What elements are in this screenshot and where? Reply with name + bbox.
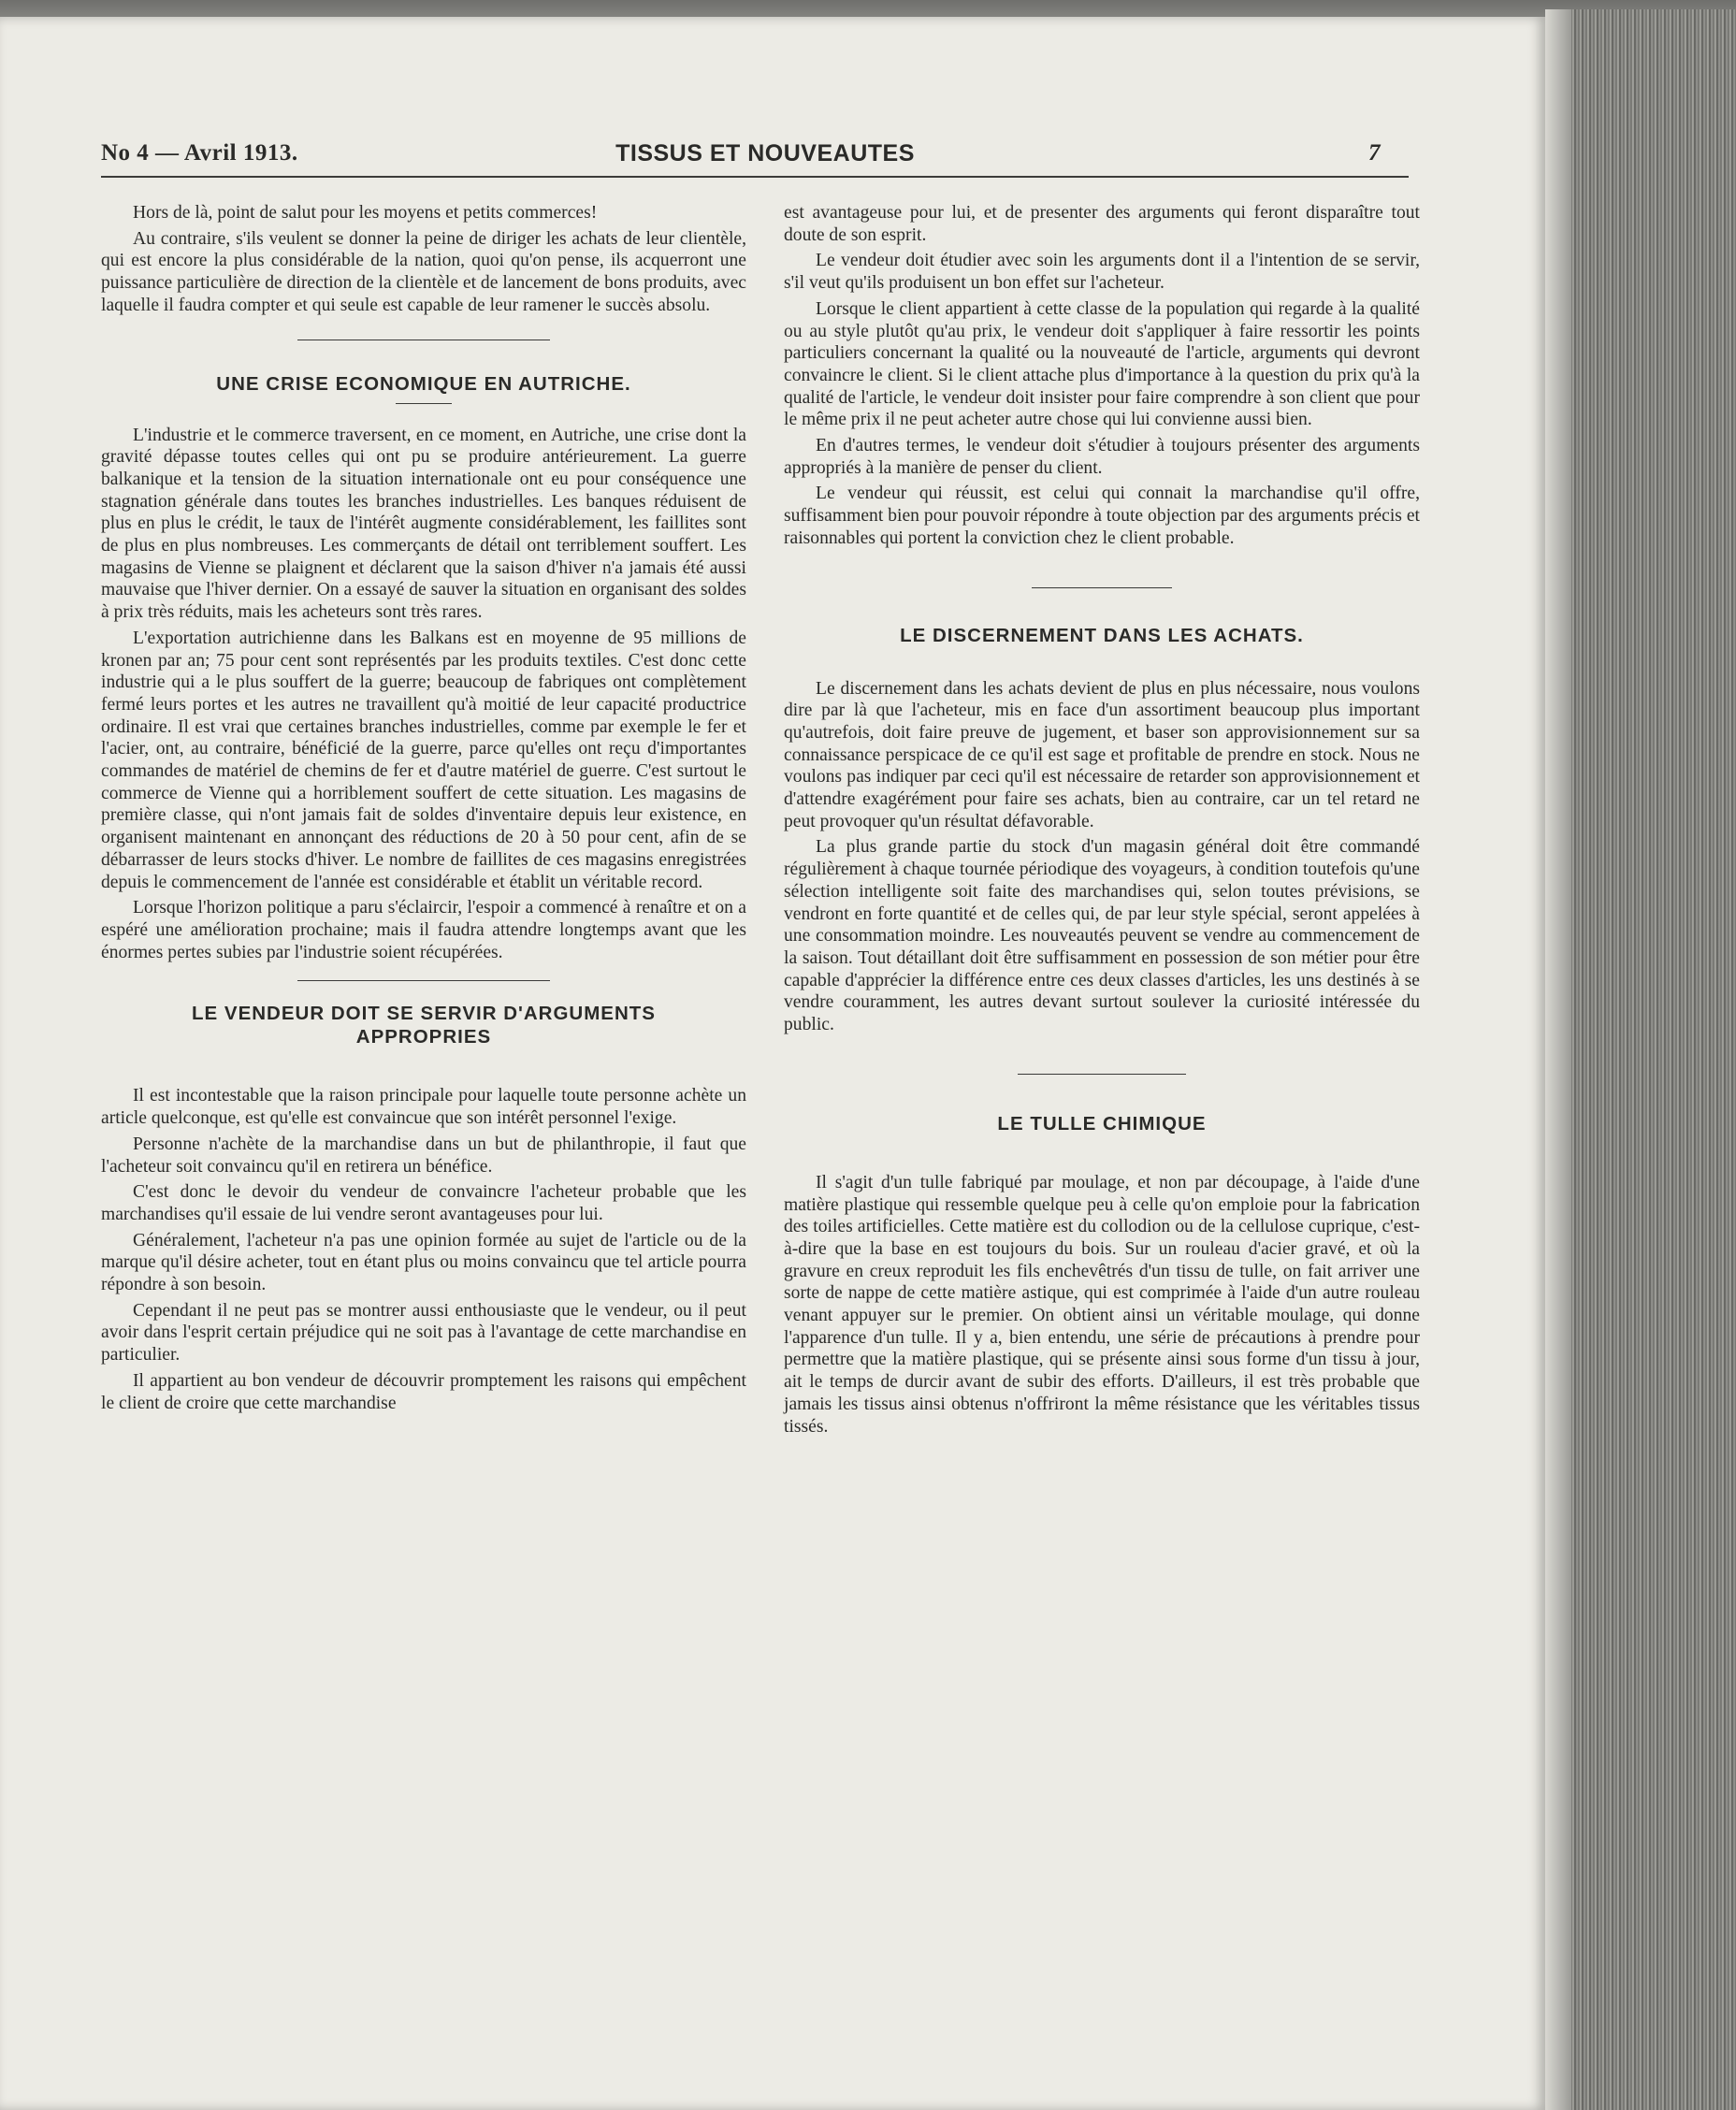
section-divider — [1018, 1074, 1186, 1075]
page-header — [101, 140, 1409, 178]
book-page-edges — [1545, 9, 1736, 2110]
article-paragraph: Il est incontestable que la raison principale pour laquelle toute personne achète un article quelconque, est qu'elle est convaincue que son intérêt personnel l'exige. — [101, 1086, 746, 1129]
section-divider — [1032, 587, 1172, 588]
right-column — [784, 202, 1420, 1441]
article-paragraph: Il s'agit d'un tulle fabriqué par moulage, et non par découpage, à l'aide d'une matière plastique qui ressemble quelque peu à celle qu'on emploie pour la fabrication des toiles artificielles. Cette matière est du collodion ou de la cellulose cuprique, c'est-à-dire que la base en est toujours du bois. Sur un rouleau d'acier gravé, et où la gravure en creux reproduit les fils enchevêtrés d'un tissu de tulle, on fait arriver une sorte de nappe de cette matière astique, qui est comprimée à l'aide d'un autre rouleau venant appuyer sur le premier. On obtient ainsi un véritable moulage, qui donne l'apparence d'un tulle. Il y a, bien entendu, une série de précautions à prendre pour permettre que la matière plastique, qui se présente ainsi sous forme d'un tissu à jour, ait le temps de durcir avant de subir des efforts. D'ailleurs, il est très probable que jamais les tissus ainsi obtenus n'offriront la même résistance que les véritables tissus tissés. — [784, 1172, 1420, 1437]
article-paragraph: Généralement, l'acheteur n'a pas une opinion formée au sujet de l'article ou de la marque qu'il désire acheter, tout en étant plus ou moins convaincu que tel article pourra répondre à son besoin. — [101, 1230, 746, 1295]
article-paragraph: Lorsque le client appartient à cette classe de la population qui regarde à la qualité ou au style plutôt qu'au prix, le vendeur doit s'appliquer à faire ressortir les points particuliers concernant la qualité ou la nouveauté de l'article, arguments qui devront convaincre le client. Si le client attache plus d'importance à la question du prix qu'à la qualité de l'article, le vendeur doit insister pour faire comprendre à son client que pour le même prix il ne peut acheter autre chose qui lui convienne aussi bien. — [784, 298, 1420, 430]
title-underline — [396, 403, 452, 404]
issue-date: No 4 — Avril 1913. — [101, 140, 298, 166]
article-paragraph: L'industrie et le commerce traversent, en ce moment, en Autriche, une crise dont la gravité dépasse toutes celles qui ont pu se produire antérieurement. La guerre balkanique et la tension de la situation internationale ont eu pour conséquence une stagnation générale dans toutes les branches industrielles. Les banques réduisent de plus en plus le crédit, le taux de l'intérêt augmente considérablement, les faillites sont de plus en plus nombreuses. Les commerçants de détail ont terriblement souffert. Les magasins de Vienne se plaignent et déclarent que la saison d'hiver n'a jamais été aussi mauvaise que l'hiver dernier. On a essayé de sauver la situation en organisant des soldes à prix très réduits, mais les acheteurs sont très rares. — [101, 425, 746, 623]
continued-paragraph: est avantageuse pour lui, et de presenter des arguments qui feront disparaître tout doute de son esprit. — [784, 203, 1420, 245]
article-title: LE DISCERNEMENT DANS LES ACHATS. — [900, 624, 1304, 646]
article-title: UNE CRISE ECONOMIQUE EN AUTRICHE. — [216, 372, 631, 395]
intro-paragraph: Au contraire, s'ils veulent se donner la peine de diriger les achats de leur clientèle, qui est encore la plus considérable de la nation, quoi qu'on pense, ils acquerront une puissance particulière de direction de la clientèle et de lancement de bons produits, avec laquelle il faudra compter et qui seule est capable de leur ramener le succès absolu. — [101, 228, 746, 315]
article-title: LE TULLE CHIMIQUE — [997, 1112, 1207, 1134]
article-paragraph: Le discernement dans les achats devient de plus en plus nécessaire, nous voulons dire par là que l'acheteur, mis en face d'un assortiment beaucoup plus important qu'autrefois, doit faire preuve de jugement, et baser son approvisionnement sur sa connaissance perspicace de ce qu'il est sage et profitable de prendre en stock. Nous ne voulons pas indiquer par ceci qu'il est nécessaire de retarder son approvisionnement et d'attendre exagérément pour faire ses achats, bien au contraire, car un tel retard ne peut provoquer qu'un résultat défavorable. — [784, 678, 1420, 831]
article-paragraph: Lorsque l'horizon politique a paru s'éclaircir, l'espoir a commencé à renaître et on a espéré une amélioration prochaine; mais il faudra attendre longtemps avant que les énormes pertes subies par l'industrie soient récupérées. — [101, 898, 746, 962]
article-paragraph: L'exportation autrichienne dans les Balkans est en moyenne de 95 millions de kronen par an; 75 pour cent sont représentés par les produits textiles. C'est donc cette industrie qui a le plus souffert de la guerre; beaucoup de fabriques ont complètement fermé leurs portes et les autres ne travaillent qu'à moitié de leur capacité productrice ordinaire. Il est vrai que certaines branches industrielles, comme par exemple le fer et l'acier, ont, au contraire, bénéficié de la guerre, parce qu'elles ont reçu d'importantes commandes de matériel de chemins de fer et d'autre matériel de guerre. C'est surtout le commerce de Vienne qui a horriblement souffert de cette situation. Les magasins de première classe, qui n'ont jamais fait de soldes d'inventaire depuis leur existence, en organisent maintenant en annonçant des réductions de 20 à 50 pour cent, afin de se débarrasser de leurs stocks d'hiver. Le nombre de faillites de ces magasins enregistrées depuis le commencement de l'année est considérable et établit un véritable record. — [101, 628, 746, 892]
intro-paragraph: Hors de là, point de salut pour les moyens et petits commerces! — [133, 203, 598, 223]
article-paragraph: En d'autres termes, le vendeur doit s'étudier à toujours présenter des arguments appropriés à la manière de penser du client. — [784, 436, 1420, 478]
article-paragraph: La plus grande partie du stock d'un magasin général doit être commandé régulièrement à chaque tournée périodique des voyageurs, à condition toutefois qu'une sélection intelligente soit faite des marchandises qui, selon toutes prévisions, se vendront en forte quantité et de celles qui, de par leur style spécial, seront appelées à une consommation moindre. Les nouveautés peuvent se vendre au commencement de la saison. Tout détaillant doit être suffisamment en possession de son métier pour être capable d'apprécier la différence entre ces deux classes d'articles, les uns destinés à se vendre couramment, les autres devant surtout soulever la curiosité intéressée du public. — [784, 837, 1420, 1035]
article-paragraph: Personne n'achète de la marchandise dans un but de philanthropie, il faut que l'acheteur soit convaincu qu'il en retirera un bénéfice. — [101, 1134, 746, 1177]
article-title-line1: LE VENDEUR DOIT SE SERVIR D'ARGUMENTS — [192, 1003, 656, 1025]
article-paragraph: Cependant il ne peut pas se montrer aussi enthousiaste que le vendeur, ou il peut avoir dans l'esprit certain préjudice qui ne soit pas à l'avantage de cette marchandise en particulier. — [101, 1300, 746, 1366]
article-paragraph: Il appartient au bon vendeur de découvrir promptement les raisons qui empêchent le client de croire que cette marchandise — [101, 1370, 746, 1413]
article-paragraph: Le vendeur doit étudier avec soin les arguments dont il a l'intention de se servir, s'il veut qu'ils produisent un bon effet sur l'acheteur. — [784, 251, 1420, 294]
article-paragraph: Le vendeur qui réussit, est celui qui connait la marchandise qu'il offre, suffisamment bien pour pouvoir répondre à toute objection par des arguments précis et raisonnables qui portent la conviction chez le client probable. — [784, 484, 1420, 548]
left-column — [101, 202, 746, 1418]
page-number: 7 — [1368, 140, 1381, 166]
article-paragraph: C'est donc le devoir du vendeur de convaincre l'acheteur probable que les marchandises qu'il essaie de lui vendre seront avantageuses pour lui. — [101, 1182, 746, 1224]
article-title — [101, 1002, 746, 1048]
publication-title: TISSUS ET NOUVEAUTES — [615, 140, 915, 166]
section-divider — [297, 980, 550, 981]
article-title-line2: APPROPRIES — [355, 1026, 492, 1048]
